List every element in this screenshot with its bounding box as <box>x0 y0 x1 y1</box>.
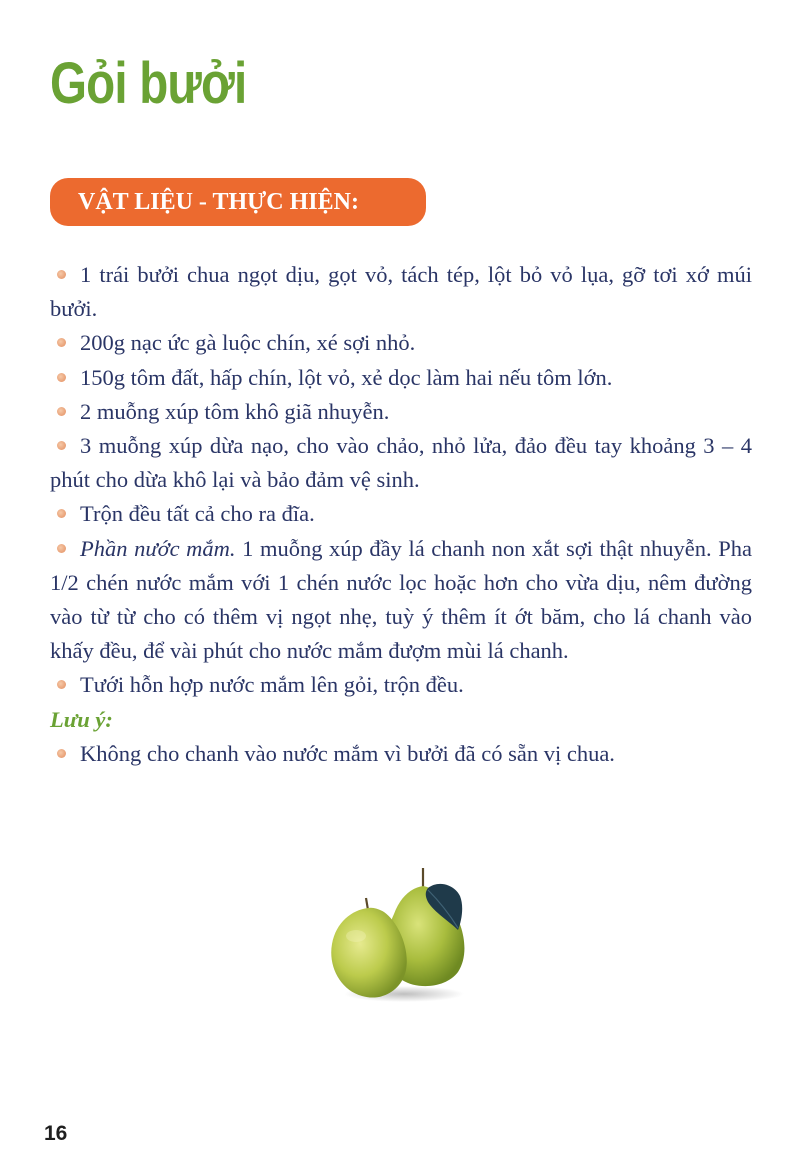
list-item <box>50 737 752 771</box>
item-text: 1 muỗng xúp đầy lá chanh non xắt sợi thật nhuyễn. Pha 1/2 chén nước mắm với 1 chén nước lọc hoặc hơn cho vừa dịu, nêm đường vào từ từ cho có thêm vị ngọt nhẹ, tuỳ ý thêm ít ớt băm, cho lá chanh vào khấy đều, để vài phút cho nước mắm đượm mùi lá chanh. <box>50 535 752 664</box>
item-text: Không cho chanh vào nước mắm vì bưởi đã có sẵn vị chua. <box>80 740 615 766</box>
bullet-dot-icon <box>57 373 66 382</box>
bullet-dot-icon <box>57 407 66 416</box>
item-text: Tưới hỗn hợp nước mắm lên gỏi, trộn đều. <box>80 672 464 698</box>
item-text: Trộn đều tất cả cho ra đĩa. <box>80 501 315 527</box>
list-item <box>50 429 752 497</box>
item-text: 3 muỗng xúp dừa nạo, cho vào chảo, nhỏ lửa, đảo đều tay khoảng 3 – 4 phút cho dừa khô lại và bảo đảm vệ sinh. <box>50 433 752 493</box>
page-title: Gỏi bưởi <box>50 51 247 116</box>
item-text: 200g nạc ức gà luộc chín, xé sợi nhỏ. <box>80 330 416 356</box>
bullet-dot-icon <box>57 441 66 450</box>
bullet-dot-icon <box>57 509 66 518</box>
bullet-dot-icon <box>57 270 66 279</box>
recipe-content <box>50 258 752 771</box>
list-item <box>50 532 752 669</box>
item-text: 2 muỗng xúp tôm khô giã nhuyễn. <box>80 398 390 424</box>
item-lead: Phần nước mắm. <box>80 535 236 561</box>
bullet-dot-icon <box>57 544 66 553</box>
list-item <box>50 326 752 360</box>
item-text: 150g tôm đất, hấp chín, lột vỏ, xẻ dọc làm hai nếu tôm lớn. <box>80 364 613 390</box>
pomelo-illustration <box>322 862 472 1007</box>
list-item <box>50 668 752 702</box>
page-number: 16 <box>44 1122 68 1145</box>
note-heading <box>50 703 752 737</box>
bullet-dot-icon <box>57 749 66 758</box>
item-text: 1 trái bưởi chua ngọt dịu, gọt vỏ, tách tép, lột bỏ vỏ lụa, gỡ tơi xớ múi bưởi. <box>50 262 752 322</box>
list-item <box>50 361 752 395</box>
note-label: Lưu ý: <box>50 706 113 732</box>
list-item <box>50 497 752 531</box>
bullet-dot-icon <box>57 338 66 347</box>
list-item <box>50 258 752 326</box>
list-item <box>50 395 752 429</box>
bullet-dot-icon <box>57 680 66 689</box>
section-label: VẬT LIỆU - THỰC HIỆN: <box>50 178 426 226</box>
